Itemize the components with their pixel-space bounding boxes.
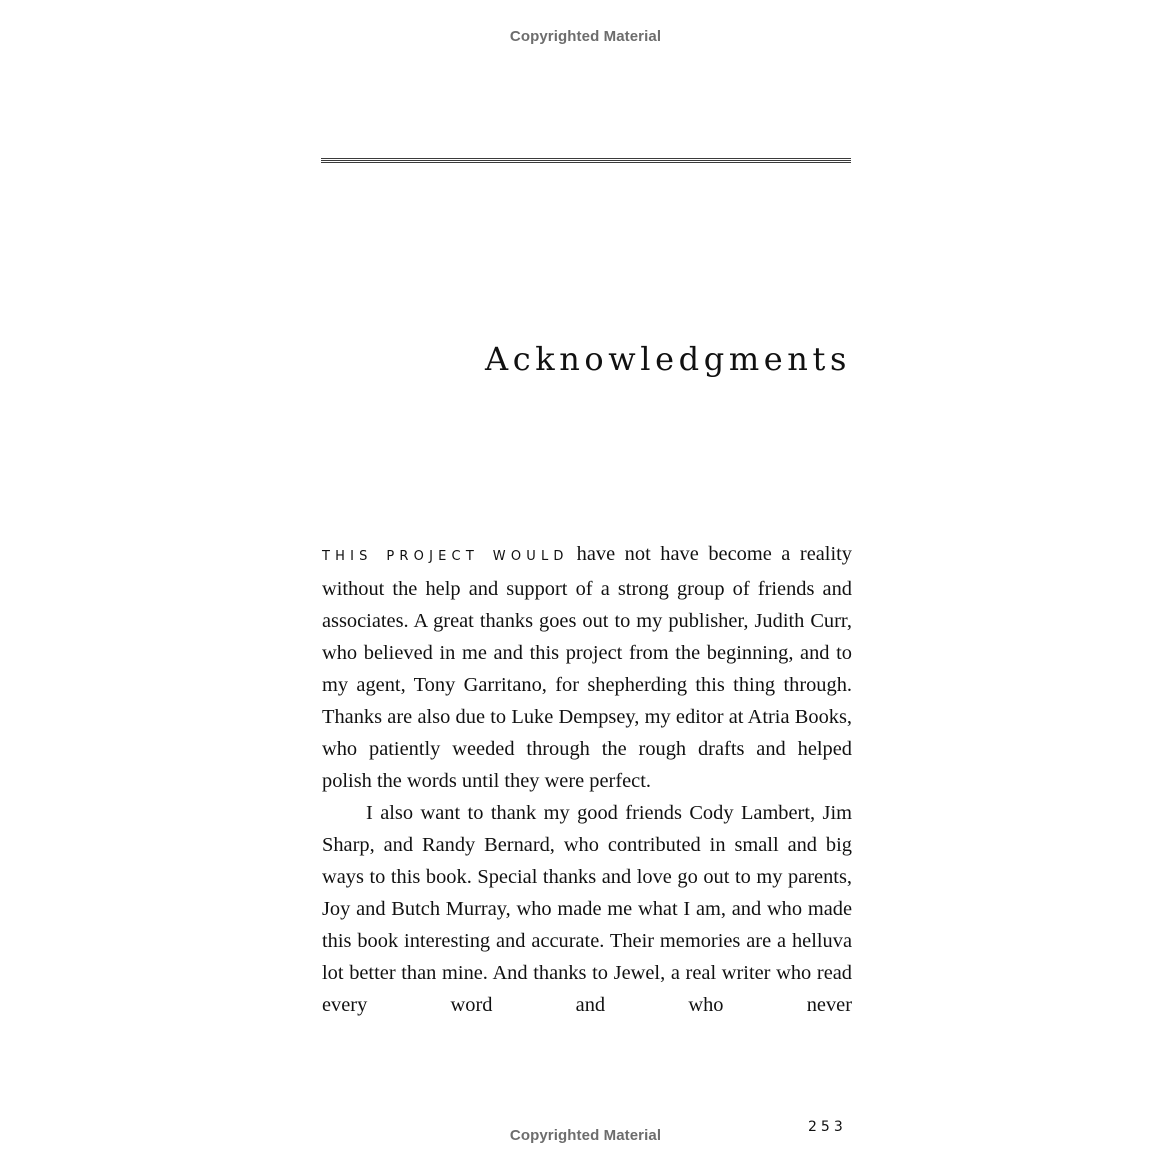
copyright-watermark-bottom: Copyrighted Material: [509, 1127, 662, 1144]
body-text: [322, 538, 852, 1021]
copyright-watermark-top: Copyrighted Material: [509, 28, 662, 45]
chapter-title: Acknowledgments: [485, 340, 851, 378]
chapter-rule: [321, 158, 851, 164]
paragraph-1-text: have not have become a reality without the help and support of a strong group of friends and associates. A great thanks goes out to my publisher, Judith Curr, who believed in me and this project from the beginning, and to my agent, Tony Garritano, for shepherding this thing through. Thanks are also due to Luke Dempsey, my editor at Atria Books, who patiently weeded through the rough drafts and helped polish the words until they were perfect.: [322, 543, 852, 792]
paragraph-2: I also want to thank my good friends Cody Lambert, Jim Sharp, and Randy Bernard, who contributed in small and big ways to this book. Special thanks and love go out to my parents, Joy and Butch Murray, who made me what I am, and who made this book interesting and accurate. Their memories are a helluva lot better than mine. And thanks to Jewel, a real writer who read every word and who never: [322, 802, 852, 1016]
lead-in-small-caps: THIS PROJECT WOULD: [322, 549, 569, 564]
page-number: 253: [808, 1119, 847, 1135]
paragraph-1: [322, 538, 852, 797]
